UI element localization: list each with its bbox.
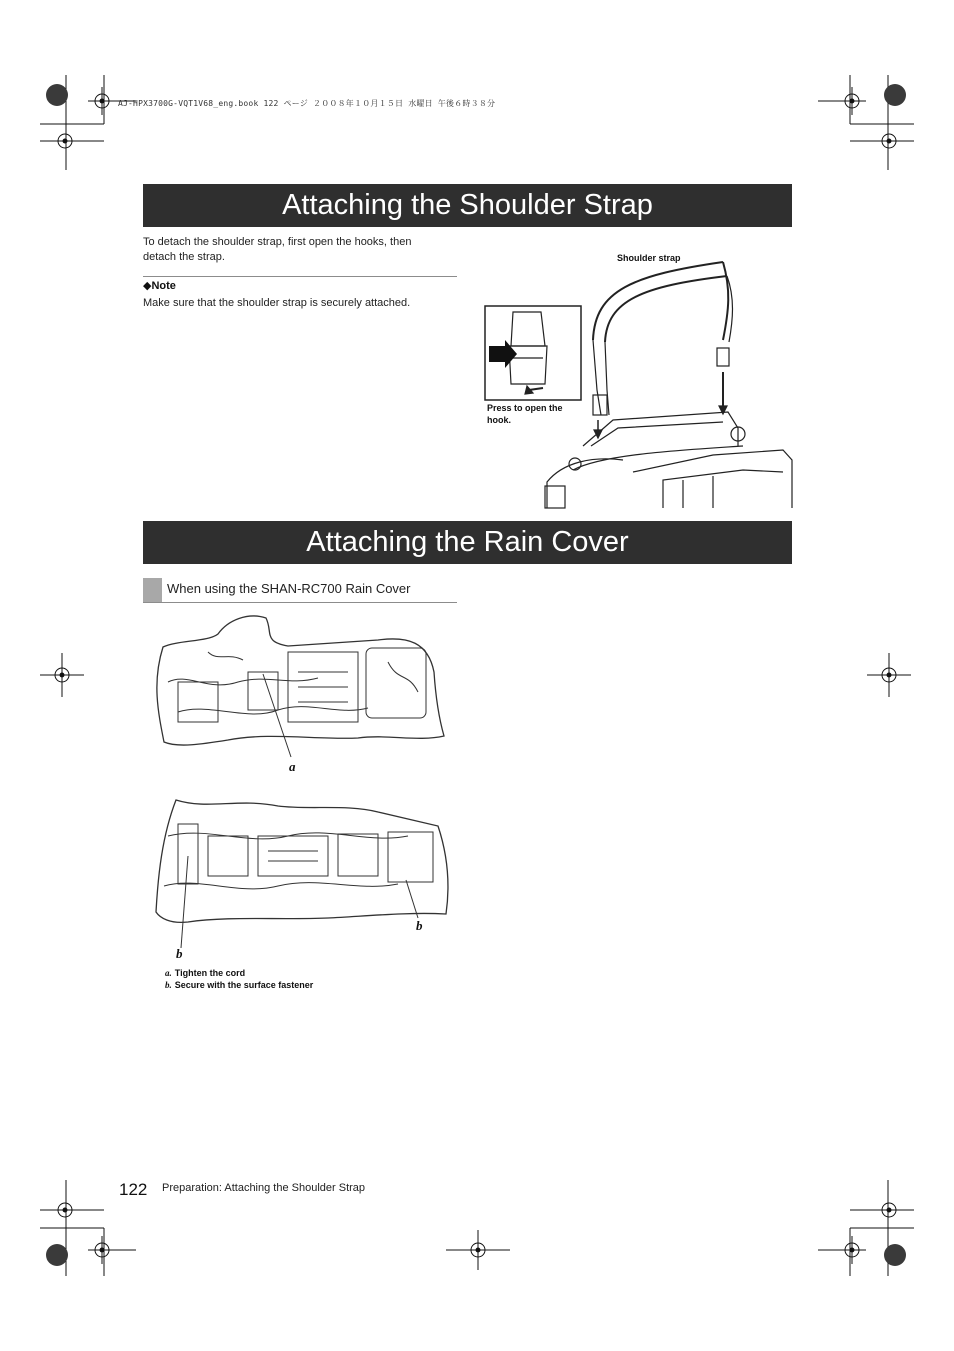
callout-b-right: b <box>416 918 423 933</box>
caption-letter: b. <box>165 980 172 990</box>
caption-item <box>165 979 313 991</box>
caption-text: Tighten the cord <box>174 968 246 978</box>
subheading-marker <box>143 578 162 603</box>
caption-letter: a. <box>165 968 172 978</box>
footer-section-title: Preparation: Attaching the Shoulder Strap <box>162 1182 366 1194</box>
rain-cover-figure-top <box>148 612 448 777</box>
intro-line-2: detach the strap. <box>143 251 225 263</box>
callout-b-left: b <box>176 946 183 961</box>
page-number: 122 <box>119 1180 148 1199</box>
section-title-rain-cover: Attaching the Rain Cover <box>143 521 792 564</box>
note-divider <box>143 276 457 277</box>
rain-cover-subheading: When using the SHAN-RC700 Rain Cover <box>167 581 411 596</box>
shoulder-strap-intro <box>143 235 411 265</box>
callout-a: a <box>289 759 296 774</box>
caption-text: Secure with the surface fastener <box>174 980 314 990</box>
shoulder-strap-illustration <box>483 250 793 508</box>
shoulder-strap-figure <box>483 250 793 508</box>
rain-cover-figure-bottom <box>148 796 458 964</box>
subheading-divider <box>143 602 457 603</box>
note-text: Make sure that the shoulder strap is securely attached. <box>143 297 411 309</box>
rain-cover-illustration-top <box>148 612 448 777</box>
intro-line-1: To detach the shoulder strap, first open the hooks, then <box>143 236 412 248</box>
caption-item <box>165 967 313 979</box>
label-shoulder-strap: Shoulder strap <box>617 253 681 263</box>
rain-cover-illustration-bottom <box>148 796 458 964</box>
section-title-shoulder-strap: Attaching the Shoulder Strap <box>143 184 792 227</box>
rain-cover-captions <box>165 967 313 991</box>
note-heading: ◆Note <box>143 280 176 292</box>
print-header: AJ-HPX3700G-VQT1V68_eng.book 122 ページ ２００８年１０月１５日 水曜日 午後６時３８分 <box>118 99 496 108</box>
label-press-to-open <box>487 402 563 426</box>
label-press-line-1: Press to open the <box>487 403 563 413</box>
label-press-line-2: hook. <box>487 415 511 425</box>
